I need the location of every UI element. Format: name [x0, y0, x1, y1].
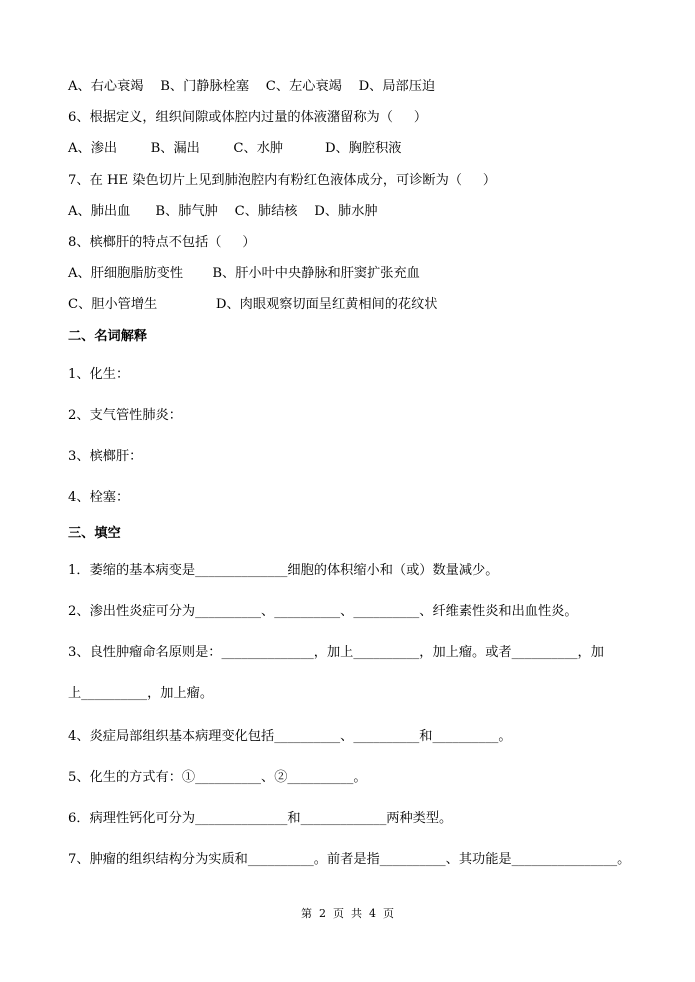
fill-item: 7、肿瘤的组织结构分为实质和__________。前者是指__________、其功能是________________。 — [68, 852, 631, 867]
q8-options-cd: C、胆小管增生 D、肉眼观察切面呈红黄相间的花纹状 — [68, 297, 438, 312]
page-footer: 第 2 页 共 4 页 — [301, 907, 394, 920]
fill-item: 4、炎症局部组织基本病理变化包括__________、__________和__________。 — [68, 729, 512, 744]
q5-options: A、右心衰竭 B、门静脉栓塞 C、左心衰竭 D、局部压迫 — [68, 79, 436, 94]
term-item: 4、栓塞： — [68, 490, 130, 505]
term-item: 1、化生： — [68, 367, 130, 382]
fill-item: 2、渗出性炎症可分为__________、__________、__________、纤维素性炎和出血性炎。 — [68, 604, 578, 619]
fill-item: 6．病理性钙化可分为______________和_____________两种类型。 — [68, 811, 453, 826]
q6-options: A、渗出 B、漏出 C、水肿 D、胸腔积液 — [68, 141, 402, 156]
fill-item: 上__________，加上瘤。 — [68, 686, 214, 701]
q7-options: A、肺出血 B、肺气肿 C、肺结核 D、肺水肿 — [68, 204, 378, 219]
term-item: 2、支气管性肺炎： — [68, 408, 182, 423]
q6-stem: 6、根据定义，组织间隙或体腔内过量的体液潴留称为（ ） — [68, 110, 428, 125]
q7-stem: 7、在 HE 染色切片上见到肺泡腔内有粉红色液体成分，可诊断为（ ） — [68, 173, 497, 188]
q8-options-ab: A、肝细胞脂肪变性 B、肝小叶中央静脉和肝窦扩张充血 — [68, 266, 420, 281]
q8-stem: 8、槟榔肝的特点不包括（ ） — [68, 235, 256, 250]
term-item: 3、槟榔肝： — [68, 449, 143, 464]
section2-heading: 二、名词解释 — [68, 329, 148, 344]
fill-item: 1．萎缩的基本病变是______________细胞的体积缩小和（或）数量减少。 — [68, 563, 499, 578]
fill-item: 3、良性肿瘤命名原则是：______________，加上__________，加上瘤。或者__________，加 — [68, 645, 604, 660]
fill-item: 5、化生的方式有：①__________、②__________。 — [68, 770, 367, 785]
section3-heading: 三、填空 — [68, 526, 121, 541]
